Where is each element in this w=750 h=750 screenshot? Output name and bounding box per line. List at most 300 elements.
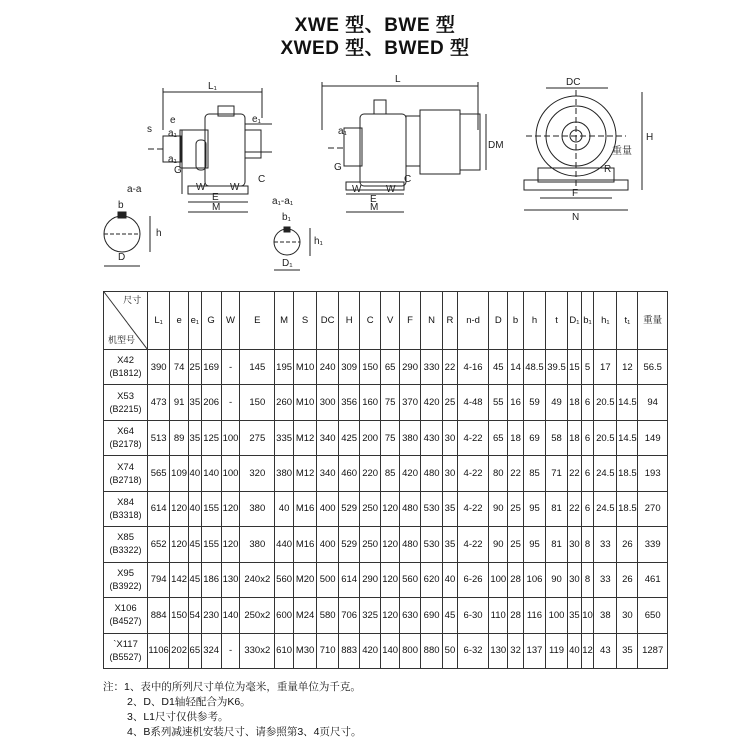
table-cell: 186 xyxy=(201,562,221,597)
model-cell xyxy=(104,420,148,455)
table-cell: 420 xyxy=(360,633,381,669)
table-cell: 95 xyxy=(523,491,545,526)
model-code: (B3922) xyxy=(109,580,142,591)
table-cell: 39.5 xyxy=(546,350,568,385)
corner-label-dimension: 尺寸 xyxy=(123,295,142,305)
table-cell: 18 xyxy=(508,420,524,455)
table-cell: 119 xyxy=(546,633,568,669)
table-cell: 35 xyxy=(443,491,458,526)
table-cell: 45 xyxy=(443,598,458,633)
table-cell: 560 xyxy=(400,562,421,597)
table-cell: 309 xyxy=(339,350,360,385)
table-cell: 90 xyxy=(546,562,568,597)
table-cell: 18.5 xyxy=(617,491,638,526)
table-cell: 35 xyxy=(443,527,458,562)
table-cell: 290 xyxy=(400,350,421,385)
table-row xyxy=(104,420,668,455)
table-cell: 220 xyxy=(360,456,381,491)
table-cell: 400 xyxy=(317,527,339,562)
table-cell: 12 xyxy=(581,633,594,669)
model-name: X106 xyxy=(114,603,137,615)
model-cell xyxy=(104,633,148,669)
drawing-section-aa xyxy=(104,184,162,266)
table-cell: M12 xyxy=(294,456,317,491)
label-DM: DM xyxy=(488,140,504,151)
model-code: (B1812) xyxy=(109,368,142,379)
label-M: M xyxy=(212,202,221,213)
label-R: R xyxy=(604,164,612,175)
table-cell: 620 xyxy=(421,562,443,597)
model-cell xyxy=(104,598,148,633)
table-cell: 75 xyxy=(381,420,400,455)
table-cell: 710 xyxy=(317,633,339,669)
label-C: C xyxy=(258,174,266,185)
table-cell: 5 xyxy=(581,350,594,385)
table-cell: 14 xyxy=(508,350,524,385)
table-cell: 74 xyxy=(170,350,189,385)
table-cell: 45 xyxy=(189,562,202,597)
table-cell: 49 xyxy=(546,385,568,420)
table-cell: 380 xyxy=(275,456,294,491)
table-cell: M10 xyxy=(294,385,317,420)
column-header: t xyxy=(546,292,568,350)
table-cell: 10 xyxy=(581,598,594,633)
column-header: b xyxy=(508,292,524,350)
note-4: 4、B系列减速机安装尺寸、请参照第3、4页尺寸。 xyxy=(127,726,362,738)
table-cell: M24 xyxy=(294,598,317,633)
table-cell: 149 xyxy=(638,420,668,455)
table-cell: 50 xyxy=(443,633,458,669)
table-cell: 22 xyxy=(443,350,458,385)
table-cell: 116 xyxy=(523,598,545,633)
table-cell: 145 xyxy=(240,350,275,385)
table-cell: M16 xyxy=(294,491,317,526)
label-section-a1a1: a₁-a₁ xyxy=(272,196,294,207)
table-cell: 1287 xyxy=(638,633,668,669)
table-cell: 100 xyxy=(546,598,568,633)
table-cell: 6 xyxy=(581,385,594,420)
model-code: (B3318) xyxy=(109,509,142,520)
label-h1: h₁ xyxy=(314,236,323,247)
table-cell: 169 xyxy=(201,350,221,385)
table-cell: 35 xyxy=(189,420,202,455)
label-G2: G xyxy=(334,162,342,173)
label-DC: DC xyxy=(566,77,581,88)
column-header: DC xyxy=(317,292,339,350)
model-name: X95 xyxy=(117,567,134,579)
table-cell: 706 xyxy=(339,598,360,633)
table-cell: 6-32 xyxy=(457,633,489,669)
table-cell: 106 xyxy=(523,562,545,597)
note-2: 2、D、D1轴轻配合为K6。 xyxy=(127,696,251,708)
column-header: 重量 xyxy=(638,292,668,350)
table-cell: 120 xyxy=(381,527,400,562)
table-row xyxy=(104,562,668,597)
table-cell: 240x2 xyxy=(240,562,275,597)
table-cell: 26 xyxy=(617,562,638,597)
table-cell: 340 xyxy=(317,456,339,491)
table-cell: 25 xyxy=(508,491,524,526)
table-cell: 8 xyxy=(581,562,594,597)
label-L: L xyxy=(395,74,401,85)
table-row xyxy=(104,491,668,526)
table-cell: 45 xyxy=(489,350,508,385)
label-M2: M xyxy=(370,202,379,213)
table-cell: 100 xyxy=(489,562,508,597)
table-cell: 18 xyxy=(568,420,582,455)
table-cell: 420 xyxy=(400,456,421,491)
table-cell: 880 xyxy=(421,633,443,669)
label-F: F xyxy=(572,188,579,199)
label-e1: e₁ xyxy=(252,114,261,125)
label-E2: E xyxy=(370,194,377,205)
model-cell xyxy=(104,456,148,491)
column-header: S xyxy=(294,292,317,350)
table-cell: 95 xyxy=(523,527,545,562)
table-cell: 94 xyxy=(638,385,668,420)
model-code: (B5527) xyxy=(109,651,142,662)
table-cell: 230 xyxy=(201,598,221,633)
table-cell: 4-22 xyxy=(457,420,489,455)
table-cell: 85 xyxy=(523,456,545,491)
table-cell: 43 xyxy=(594,633,617,669)
table-cell: 56.5 xyxy=(638,350,668,385)
table-cell: 120 xyxy=(221,527,240,562)
table-cell: 6 xyxy=(581,491,594,526)
table-cell: 270 xyxy=(638,491,668,526)
table-cell: 4-22 xyxy=(457,491,489,526)
table-row xyxy=(104,633,668,669)
table-cell: 565 xyxy=(148,456,170,491)
table-cell: 140 xyxy=(201,456,221,491)
label-C2: C xyxy=(404,174,412,185)
column-header: C xyxy=(360,292,381,350)
drawing-section-a1a1 xyxy=(272,196,324,270)
table-cell: 630 xyxy=(400,598,421,633)
table-cell: 75 xyxy=(381,385,400,420)
header-corner-cell xyxy=(104,292,148,350)
table-cell: 35 xyxy=(568,598,582,633)
column-header: n-d xyxy=(457,292,489,350)
table-cell: 35 xyxy=(189,385,202,420)
model-name: X84 xyxy=(117,496,134,508)
label-D1: D₁ xyxy=(282,258,293,269)
table-cell: M20 xyxy=(294,562,317,597)
model-name: `X117 xyxy=(113,638,138,650)
table-cell: 15 xyxy=(568,350,582,385)
table-cell: 71 xyxy=(546,456,568,491)
table-cell: 120 xyxy=(221,491,240,526)
column-header: e xyxy=(170,292,189,350)
table-cell: 883 xyxy=(339,633,360,669)
table-cell: 90 xyxy=(489,491,508,526)
table-cell: 35 xyxy=(617,633,638,669)
table-cell: 473 xyxy=(148,385,170,420)
table-cell: 380 xyxy=(400,420,421,455)
table-cell: 4-16 xyxy=(457,350,489,385)
table-cell: 30 xyxy=(568,527,582,562)
table-cell: 65 xyxy=(189,633,202,669)
column-header: W xyxy=(221,292,240,350)
label-W-left: W xyxy=(196,182,206,193)
table-cell: 25 xyxy=(508,527,524,562)
table-cell: 140 xyxy=(381,633,400,669)
table-cell: 40 xyxy=(568,633,582,669)
table-row xyxy=(104,385,668,420)
table-cell: 14.5 xyxy=(617,385,638,420)
model-code: (B2215) xyxy=(109,403,142,414)
table-cell: M12 xyxy=(294,420,317,455)
table-cell: 8 xyxy=(581,527,594,562)
label-a1-bottom: a₁ xyxy=(168,154,177,165)
table-cell: 250 xyxy=(360,527,381,562)
table-cell: 614 xyxy=(148,491,170,526)
table-cell: 58 xyxy=(546,420,568,455)
table-cell: 1106 xyxy=(148,633,170,669)
column-header: b₁ xyxy=(581,292,594,350)
table-cell: 20.5 xyxy=(594,385,617,420)
note-1: 注：1、表中的所列尺寸单位为毫米，重量单位为千克。 xyxy=(103,681,361,693)
drawings-svg xyxy=(0,70,750,290)
table-cell: 460 xyxy=(339,456,360,491)
label-e: e xyxy=(170,115,176,126)
model-name: X85 xyxy=(117,532,134,544)
table-cell: 45 xyxy=(189,527,202,562)
table-cell: - xyxy=(221,633,240,669)
table-cell: 18.5 xyxy=(617,456,638,491)
table-cell: 330x2 xyxy=(240,633,275,669)
column-header: L₁ xyxy=(148,292,170,350)
table-cell: 14.5 xyxy=(617,420,638,455)
page-title-line2: XWED 型、BWED 型 xyxy=(280,38,470,59)
table-cell: 130 xyxy=(489,633,508,669)
table-cell: 240 xyxy=(317,350,339,385)
table-cell: 32 xyxy=(508,633,524,669)
table-cell: 12 xyxy=(617,350,638,385)
table-cell: 340 xyxy=(317,420,339,455)
table-cell: 30 xyxy=(443,456,458,491)
table-cell: 461 xyxy=(638,562,668,597)
table-cell: 275 xyxy=(240,420,275,455)
table-cell: 48.5 xyxy=(523,350,545,385)
table-cell: 120 xyxy=(170,527,189,562)
table-cell: 33 xyxy=(594,562,617,597)
column-header: H xyxy=(339,292,360,350)
table-cell: 54 xyxy=(189,598,202,633)
model-name: X74 xyxy=(117,461,134,473)
label-W2-left: W xyxy=(352,184,362,195)
table-cell: 529 xyxy=(339,491,360,526)
table-cell: 40 xyxy=(189,456,202,491)
table-cell: 38 xyxy=(594,598,617,633)
table-cell: 155 xyxy=(201,527,221,562)
table-header-row xyxy=(104,292,668,350)
table-cell: 22 xyxy=(568,456,582,491)
corner-label-model: 机型号 xyxy=(108,335,136,345)
table-cell: 794 xyxy=(148,562,170,597)
table-cell: 109 xyxy=(170,456,189,491)
label-a1: a₁ xyxy=(338,126,347,137)
column-header: E xyxy=(240,292,275,350)
table-cell: 16 xyxy=(508,385,524,420)
label-E: E xyxy=(212,192,219,203)
table-cell: 22 xyxy=(508,456,524,491)
table-cell: 290 xyxy=(360,562,381,597)
model-cell xyxy=(104,562,148,597)
table-cell: 4-48 xyxy=(457,385,489,420)
table-cell: 480 xyxy=(400,527,421,562)
table-cell: M30 xyxy=(294,633,317,669)
table-cell: 137 xyxy=(523,633,545,669)
model-name: X42 xyxy=(117,355,134,367)
table-cell: 120 xyxy=(381,562,400,597)
table-row xyxy=(104,527,668,562)
table-cell: 85 xyxy=(381,456,400,491)
column-header: e₁ xyxy=(189,292,202,350)
table-cell: 420 xyxy=(421,385,443,420)
model-cell xyxy=(104,491,148,526)
table-cell: 160 xyxy=(360,385,381,420)
page-title-line1: XWE 型、BWE 型 xyxy=(294,15,456,36)
table-cell: 690 xyxy=(421,598,443,633)
table-cell: 339 xyxy=(638,527,668,562)
table-cell: 20.5 xyxy=(594,420,617,455)
table-cell: 370 xyxy=(400,385,421,420)
table-cell: 884 xyxy=(148,598,170,633)
table-cell: 430 xyxy=(421,420,443,455)
drawing-side-view-xwe xyxy=(147,81,272,213)
table-cell: 40 xyxy=(189,491,202,526)
table-cell: 652 xyxy=(148,527,170,562)
notes-section xyxy=(103,680,362,740)
column-header: D₁ xyxy=(568,292,582,350)
table-cell: 22 xyxy=(568,491,582,526)
table-cell: - xyxy=(221,350,240,385)
table-cell: 425 xyxy=(339,420,360,455)
table-cell: 380 xyxy=(240,491,275,526)
label-N: N xyxy=(572,212,580,223)
table-row xyxy=(104,350,668,385)
table-cell: 250 xyxy=(360,491,381,526)
label-D: D xyxy=(118,252,126,263)
table-row xyxy=(104,598,668,633)
table-cell: 30 xyxy=(617,598,638,633)
table-cell: 6 xyxy=(581,420,594,455)
table-cell: 150 xyxy=(360,350,381,385)
table-cell: M16 xyxy=(294,527,317,562)
column-header: h xyxy=(523,292,545,350)
table-cell: 560 xyxy=(275,562,294,597)
label-b1: b₁ xyxy=(282,212,291,223)
table-cell: 140 xyxy=(221,598,240,633)
table-cell: 250x2 xyxy=(240,598,275,633)
table-cell: 6-26 xyxy=(457,562,489,597)
column-header: h₁ xyxy=(594,292,617,350)
label-H: H xyxy=(646,132,654,143)
note-3: 3、L1尺寸仅供参考。 xyxy=(127,711,229,723)
table-cell: 195 xyxy=(275,350,294,385)
column-header: V xyxy=(381,292,400,350)
table-cell: 380 xyxy=(240,527,275,562)
table-cell: 580 xyxy=(317,598,339,633)
label-section-aa: a-a xyxy=(127,184,142,195)
table-cell: 800 xyxy=(400,633,421,669)
table-cell: 356 xyxy=(339,385,360,420)
table-cell: 40 xyxy=(275,491,294,526)
table-cell: 28 xyxy=(508,598,524,633)
table-cell: 125 xyxy=(201,420,221,455)
table-cell: 4-22 xyxy=(457,527,489,562)
table-cell: 100 xyxy=(221,456,240,491)
table-cell: 480 xyxy=(400,491,421,526)
column-header: G xyxy=(201,292,221,350)
table-body xyxy=(104,350,668,669)
label-a1-top: a₁ xyxy=(168,128,177,139)
table-cell: 28 xyxy=(508,562,524,597)
column-header: F xyxy=(400,292,421,350)
column-header: N xyxy=(421,292,443,350)
table-cell: 650 xyxy=(638,598,668,633)
table-cell: 610 xyxy=(275,633,294,669)
table-cell: 110 xyxy=(489,598,508,633)
model-code: (B2178) xyxy=(109,439,142,450)
table-cell: 530 xyxy=(421,491,443,526)
table-cell: 202 xyxy=(170,633,189,669)
table-cell: 81 xyxy=(546,527,568,562)
table-cell: 80 xyxy=(489,456,508,491)
table-cell: 480 xyxy=(421,456,443,491)
model-cell xyxy=(104,527,148,562)
table-cell: 206 xyxy=(201,385,221,420)
label-W2-right: W xyxy=(386,184,396,195)
table-cell: 33 xyxy=(594,527,617,562)
table-cell: 530 xyxy=(421,527,443,562)
table-cell: 25 xyxy=(443,385,458,420)
table-cell: 150 xyxy=(240,385,275,420)
table-cell: 65 xyxy=(489,420,508,455)
table-cell: 529 xyxy=(339,527,360,562)
table-cell: 155 xyxy=(201,491,221,526)
table-cell: 324 xyxy=(201,633,221,669)
table-cell: 65 xyxy=(381,350,400,385)
table-cell: 390 xyxy=(148,350,170,385)
table-cell: 69 xyxy=(523,420,545,455)
model-code: (B4527) xyxy=(109,616,142,627)
table-cell: 142 xyxy=(170,562,189,597)
table-cell: 600 xyxy=(275,598,294,633)
table-cell: 200 xyxy=(360,420,381,455)
label-h: h xyxy=(156,228,162,239)
table-cell: 500 xyxy=(317,562,339,597)
table-cell: 90 xyxy=(489,527,508,562)
table-cell: 30 xyxy=(568,562,582,597)
column-header: R xyxy=(443,292,458,350)
table-cell: 330 xyxy=(421,350,443,385)
table-cell: 400 xyxy=(317,491,339,526)
technical-drawings xyxy=(0,70,750,290)
label-weight: 重量 xyxy=(612,146,632,157)
model-cell xyxy=(104,385,148,420)
column-header: M xyxy=(275,292,294,350)
table-row xyxy=(104,456,668,491)
table-cell: 30 xyxy=(443,420,458,455)
table-cell: 325 xyxy=(360,598,381,633)
table-cell: 120 xyxy=(381,491,400,526)
model-name: X64 xyxy=(117,426,134,438)
table-cell: 6 xyxy=(581,456,594,491)
table-cell: 440 xyxy=(275,527,294,562)
table-cell: 260 xyxy=(275,385,294,420)
